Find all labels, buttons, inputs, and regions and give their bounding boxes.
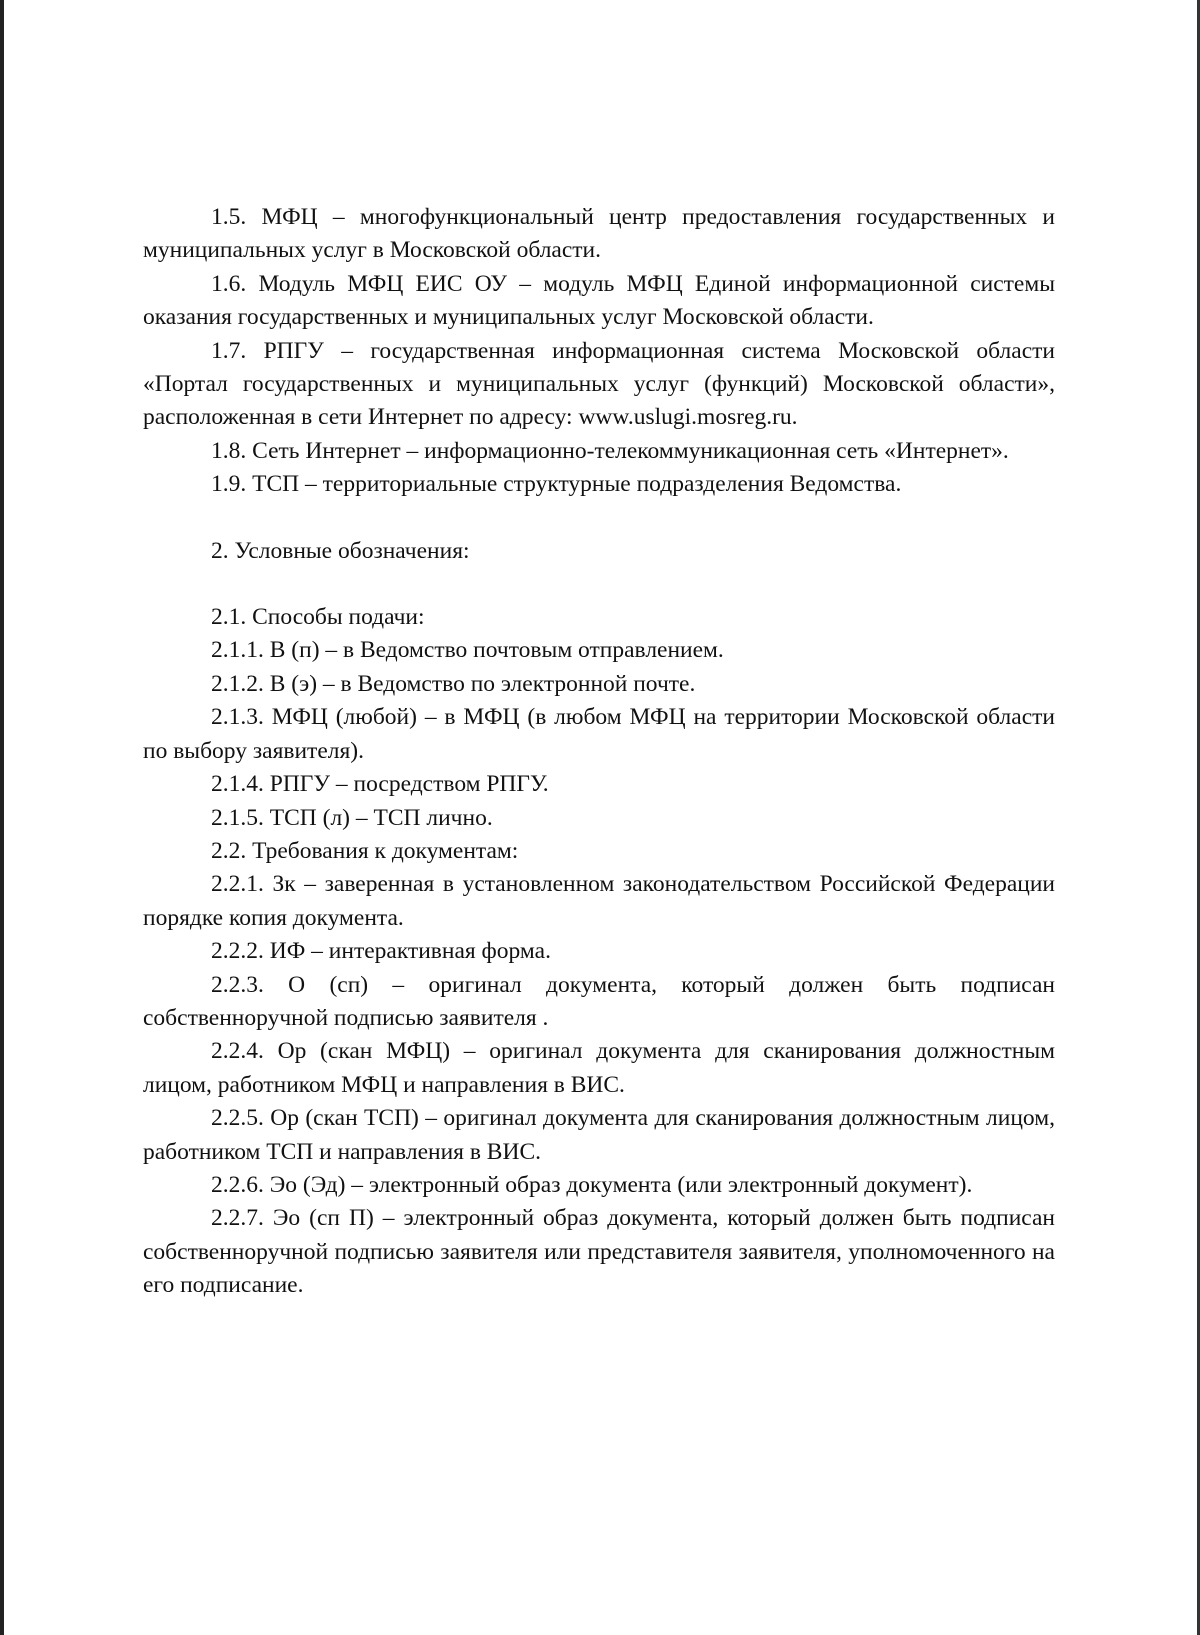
item-2-1-3: 2.1.3. МФЦ (любой) – в МФЦ (в любом МФЦ на территории Московской области по выбору заявителя). xyxy=(143,704,1055,764)
definition-1-9: 1.9. ТСП – территориальные структурные подразделения Ведомства. xyxy=(211,471,902,498)
definition-1-7: 1.7. РПГУ – государственная информационная система Московской области «Портал государственных и муниципальных услуг (функций) Московской области», расположенная в сети Интернет по адресу: www.uslugi.mosreg.ru. xyxy=(143,337,1055,431)
document-body xyxy=(143,201,1055,1303)
section-spacer xyxy=(143,502,1055,535)
definition-1-5: 1.5. МФЦ – многофункциональный центр предоставления государственных и муниципальных услуг в Московской области. xyxy=(143,204,1055,264)
item-2-1-5: 2.1.5. ТСП (л) – ТСП лично. xyxy=(211,804,493,831)
item-2-2-6: 2.2.6. Эо (Эд) – электронный образ документа (или электронный документ). xyxy=(211,1171,973,1198)
item-2-1-1: 2.1.1. В (п) – в Ведомство почтовым отправлением. xyxy=(211,637,724,664)
item-2-2-2: 2.2.2. ИФ – интерактивная форма. xyxy=(211,938,551,965)
item-2-2-4: 2.2.4. Ор (скан МФЦ) – оригинал документа для сканирования должностным лицом, работником МФЦ и направления в ВИС. xyxy=(143,1038,1055,1098)
item-2-1-2: 2.1.2. В (э) – в Ведомство по электронной почте. xyxy=(211,670,696,697)
subsection-heading-2-1: 2.1. Способы подачи: xyxy=(211,604,425,631)
item-2-2-5: 2.2.5. Ор (скан ТСП) – оригинал документа для сканирования должностным лицом, работником ТСП и направления в ВИС. xyxy=(143,1105,1055,1165)
scan-edge-left xyxy=(0,0,4,1635)
definition-1-8: 1.8. Сеть Интернет – информационно-телекоммуникационная сеть «Интернет». xyxy=(211,437,1009,464)
definition-1-6: 1.6. Модуль МФЦ ЕИС ОУ – модуль МФЦ Единой информационной системы оказания государственных и муниципальных услуг Московской области. xyxy=(143,270,1055,331)
section-heading-2: 2. Условные обозначения: xyxy=(211,537,470,564)
item-2-2-3: 2.2.3. О (сп) – оригинал документа, который должен быть подписан собственноручной подписью заявителя . xyxy=(143,971,1055,1031)
item-2-1-4: 2.1.4. РПГУ – посредством РПГУ. xyxy=(211,771,549,798)
section-spacer xyxy=(143,568,1055,601)
item-2-2-1: 2.2.1. Зк – заверенная в установленном законодательством Российской Федерации порядке копия документа. xyxy=(143,871,1055,931)
item-2-2-7: 2.2.7. Эо (сп П) – электронный образ документа, который должен быть подписан собственноручной подписью заявителя или представителя заявителя, уполномоченного на его подписание. xyxy=(143,1205,1055,1299)
subsection-heading-2-2: 2.2. Требования к документам: xyxy=(211,837,519,864)
